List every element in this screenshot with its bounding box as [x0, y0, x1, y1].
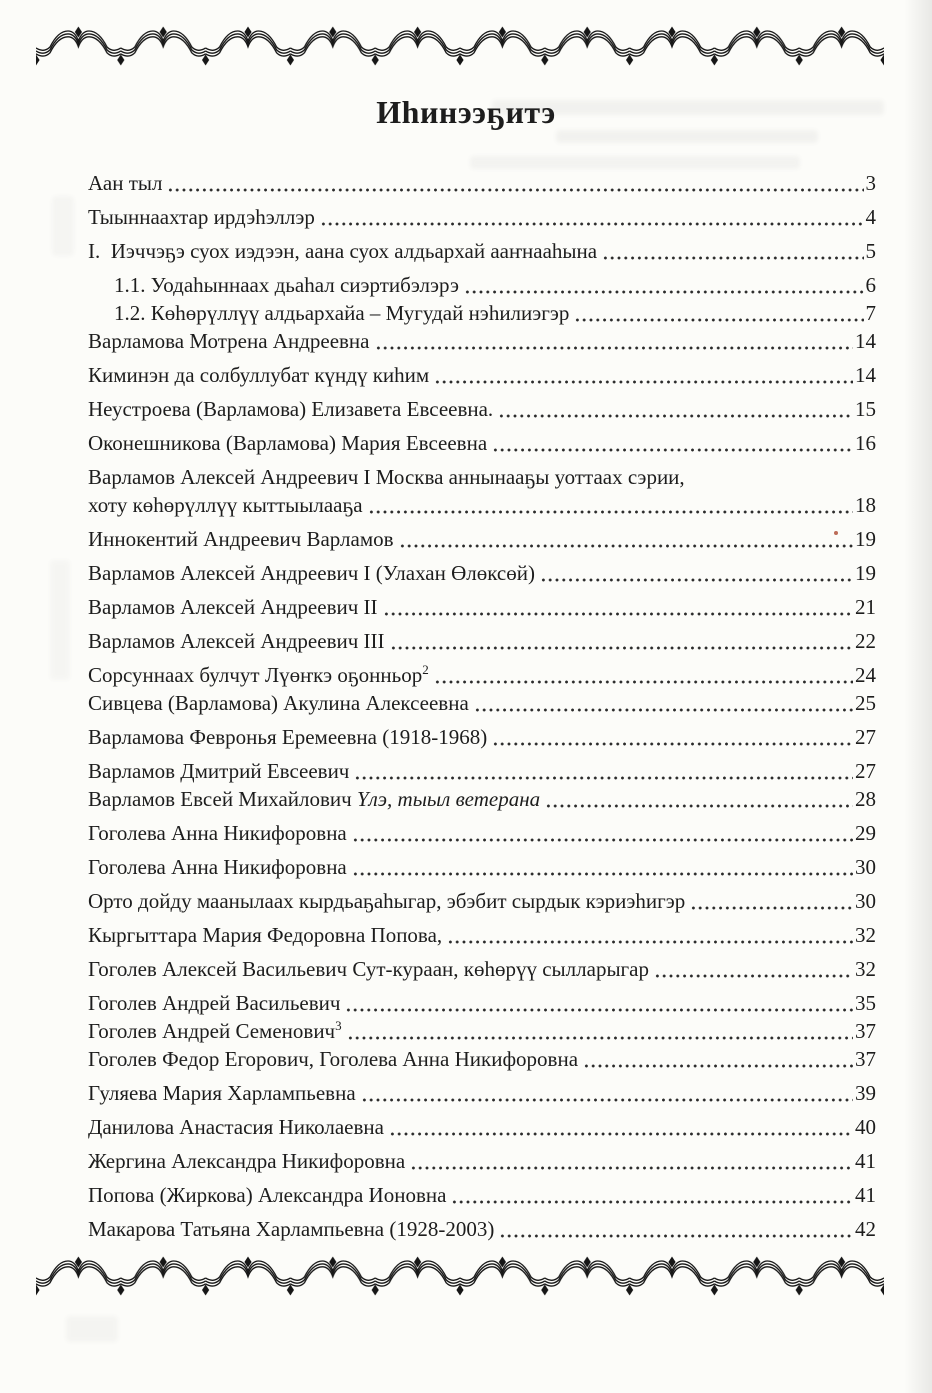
toc-entry: [88, 662, 876, 689]
toc-entry: [88, 464, 876, 491]
toc-entry-label: Кыргыттара Мария Федоровна Попова,: [88, 923, 443, 947]
bleed-through-artifact: [52, 196, 74, 256]
toc-entry-page: 19: [855, 527, 876, 551]
toc-entry-label: хоту көһөрүллүү кыттыылааҕа: [88, 493, 363, 517]
toc-entry: [88, 492, 876, 519]
toc-entry-label: Гоголева Анна Никифоровна: [88, 855, 347, 879]
toc-entry: [88, 888, 876, 915]
toc-entry: [88, 594, 876, 621]
dot-leader: [540, 577, 853, 583]
toc-entry: [88, 690, 876, 717]
toc-entry-page: 41: [855, 1183, 876, 1207]
toc-entry: [88, 628, 876, 655]
toc-entry-label: Орто дойду маанылаах кырдьаҕаһыгар, эбэбит сырдык кэриэһигэр: [88, 889, 686, 913]
toc-entry: [88, 526, 876, 553]
toc-entry-label: Сорсуннаах булчут Лүөҥкэ оҕонньор$^2$: [88, 662, 429, 687]
toc-entry-page: 14: [855, 329, 876, 353]
toc-entry: [88, 362, 876, 389]
toc-entry-page: 21: [855, 595, 876, 619]
toc-entry-label: Гоголев Федор Егорович, Гоголева Анна Никифоровна: [88, 1047, 579, 1071]
toc-entry: [88, 990, 876, 1017]
bleed-through-artifact: [50, 560, 70, 680]
toc-entry-page: 15: [855, 397, 876, 421]
toc-entry-label: Варламов Алексей Андреевич III: [88, 629, 385, 653]
dot-leader: [375, 345, 854, 351]
toc-entry-page: 41: [855, 1149, 876, 1173]
toc-entry-label: Оконешникова (Варламова) Мария Евсеевна: [88, 431, 488, 455]
toc-entry: [88, 238, 876, 265]
toc-entry-page: 30: [855, 889, 876, 913]
toc-entry-page: 4: [865, 205, 876, 229]
toc-entry-label: Киминэн да солбуллубат күндү киһим: [88, 363, 430, 387]
toc-entry-label: Гоголев Андрей Семенович$^3$: [88, 1018, 342, 1043]
toc-entry-page: 28: [855, 787, 876, 811]
toc-entry: [88, 396, 876, 423]
ornamental-border-top: [36, 26, 884, 66]
dot-leader: [352, 837, 853, 843]
bleed-through-artifact: [66, 1316, 118, 1342]
toc-entry-label: Варламов Алексей Андреевич II: [88, 595, 378, 619]
toc-entry-label: Макарова Татьяна Харлампьевна (1928-2003): [88, 1217, 495, 1241]
wave-diamond-ornament-icon: [36, 1256, 884, 1296]
toc-entry-label: 1.1. Уодаһыннаах дьаһал сиэртибэлэрэ: [114, 273, 460, 297]
toc-entry-label: Тыыннаахтар ирдэһэллэр: [88, 205, 315, 229]
ornamental-border-bottom: [36, 1256, 884, 1296]
toc-entry-page: 24: [855, 663, 876, 687]
toc-entry-label: Гоголева Анна Никифоровна: [88, 821, 347, 845]
toc-entry-label: Варламова Мотрена Андреевна: [88, 329, 370, 353]
toc-entry: [88, 560, 876, 587]
dot-leader: [320, 221, 864, 227]
toc-entry: [88, 1018, 876, 1045]
toc-entry-label: Варламов Дмитрий Евсеевич: [88, 759, 350, 783]
toc-entry-page: 27: [855, 759, 876, 783]
dot-leader: [451, 1199, 853, 1205]
dot-leader: [492, 447, 853, 453]
dot-leader: [410, 1165, 853, 1171]
toc-entry-page: 35: [855, 991, 876, 1015]
toc-entry: [88, 758, 876, 785]
dot-leader: [574, 317, 863, 323]
wave-diamond-ornament-icon: [36, 26, 884, 66]
toc-entry-page: 6: [865, 273, 876, 297]
toc-entry-page: 22: [855, 629, 876, 653]
dot-leader: [368, 509, 853, 515]
toc-entry-page: 37: [855, 1047, 876, 1071]
toc-entry-label: Варламов Алексей Андреевич I Москва аннынааҕы уоттаах сэрии,: [88, 465, 685, 489]
dot-leader: [399, 543, 853, 549]
toc-entry: [88, 204, 876, 231]
toc-entry-label: Неустроева (Варламова) Елизавета Евсеевна.: [88, 397, 494, 421]
dot-leader: [383, 611, 853, 617]
toc-entry: [88, 328, 876, 355]
dot-leader: [545, 803, 853, 809]
dot-leader: [354, 775, 853, 781]
toc-entry: [88, 956, 876, 983]
dot-leader: [345, 1007, 853, 1013]
dot-leader: [389, 1131, 853, 1137]
dot-leader: [498, 413, 853, 419]
dot-leader: [492, 741, 853, 747]
toc-entry: [88, 1080, 876, 1107]
dot-leader: [352, 871, 853, 877]
bleed-through-artifact: [556, 130, 818, 143]
toc-entry: [88, 300, 876, 327]
dot-leader: [690, 905, 853, 911]
toc-entry-label: Варламов Евсей Михайлович Үлэ, тыыл ветерана: [88, 787, 541, 811]
toc-list: [88, 163, 876, 1243]
dot-leader: [167, 187, 863, 193]
toc-entry: [88, 272, 876, 299]
toc-entry: [88, 820, 876, 847]
toc-entry: [88, 1216, 876, 1243]
toc-entry-page: 19: [855, 561, 876, 585]
toc-entry-label: Гоголев Андрей Васильевич: [88, 991, 341, 1015]
toc-entry: [88, 922, 876, 949]
toc-entry-page: 27: [855, 725, 876, 749]
dot-leader: [583, 1063, 853, 1069]
dot-leader: [347, 1035, 853, 1041]
toc-entry-page: 14: [855, 363, 876, 387]
contents-title: Иһинээҕитэ: [376, 94, 556, 130]
toc-entry-label: Гоголев Алексей Васильевич Сут-кураан, көһөрүү сылларыгар: [88, 957, 649, 981]
dot-leader: [361, 1097, 853, 1103]
toc-entry-label: 1.2. Көһөрүллүү алдьархайа – Мугудай нэһилиэгэр: [114, 301, 570, 325]
toc-entry-page: 3: [865, 171, 876, 195]
dot-leader: [447, 939, 853, 945]
toc-entry-page: 18: [855, 493, 876, 517]
toc-entry: [88, 1182, 876, 1209]
toc-entry: [88, 1114, 876, 1141]
dot-leader: [499, 1233, 853, 1239]
toc-entry: [88, 1046, 876, 1073]
toc-entry-label: Аан тыл: [88, 171, 163, 195]
toc-entry-page: 30: [855, 855, 876, 879]
dot-leader: [464, 289, 863, 295]
toc-entry-page: 5: [865, 239, 876, 263]
toc-entry-label: Жергина Александра Никифоровна: [88, 1149, 406, 1173]
dot-leader: [602, 255, 863, 261]
toc-entry-page: 7: [865, 301, 876, 325]
toc-entry-page: 39: [855, 1081, 876, 1105]
toc-entry-page: 16: [855, 431, 876, 455]
dot-leader: [434, 379, 853, 385]
toc-entry: [88, 430, 876, 457]
toc-entry-label: Варламов Алексей Андреевич I (Улахан Өлөксөй): [88, 561, 535, 585]
toc-entry: [88, 1148, 876, 1175]
toc-entry-label: Варламова Февронья Еремеевна (1918-1968): [88, 725, 488, 749]
toc-entry-page: 42: [855, 1217, 876, 1241]
toc-entry-page: 32: [855, 923, 876, 947]
dot-leader: [434, 679, 853, 685]
toc-entry-label: Иннокентий Андреевич Варламов: [88, 527, 394, 551]
toc-entry: [88, 854, 876, 881]
toc-entry-page: 32: [855, 957, 876, 981]
toc-entry: [88, 724, 876, 751]
toc-entry: [88, 786, 876, 813]
toc-entry-label: Попова (Жиркова) Александра Ионовна: [88, 1183, 447, 1207]
dot-leader: [390, 645, 853, 651]
dot-leader: [654, 973, 853, 979]
toc-entry-label: Гуляева Мария Харлампьевна: [88, 1081, 356, 1105]
toc-entry: [88, 170, 876, 197]
toc-entry-page: 29: [855, 821, 876, 845]
toc-entry-page: 40: [855, 1115, 876, 1139]
toc-entry-label: Данилова Анастасия Николаевна: [88, 1115, 384, 1139]
toc-entry-page: 37: [855, 1019, 876, 1043]
toc-entry-page: 25: [855, 691, 876, 715]
dot-leader: [474, 707, 853, 713]
toc-entry-label: I. Иэччэҕэ суох иэдээн, аана суох алдьархай ааҥнааһына: [88, 239, 598, 263]
toc-entry-label: Сивцева (Варламова) Акулина Алексеевна: [88, 691, 469, 715]
page-edge-shadow: [904, 0, 932, 1393]
